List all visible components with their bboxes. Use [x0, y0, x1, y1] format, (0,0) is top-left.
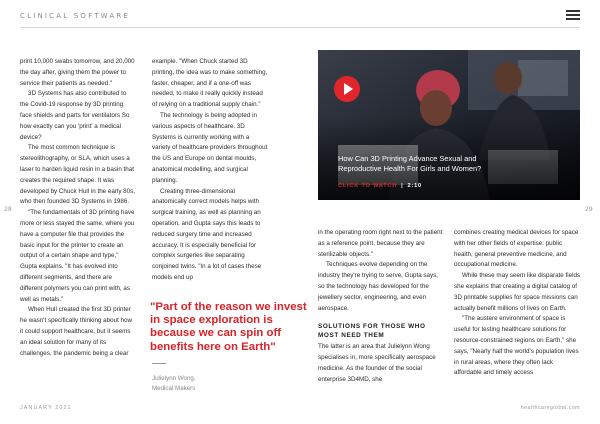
paragraph: combines creating medical devices for space with her other fields of expertise: public health, general preventive medicine, and occupational medicine.	[454, 229, 579, 269]
header-divider	[20, 27, 580, 28]
watch-row	[338, 183, 422, 189]
article-column-2	[152, 57, 269, 284]
paragraph: The most common technique is stereolithography, or SLA, which uses a laser to harden liquid resin in a basin that creates the required shape. It was developed by Chuck Hull in the early 80s, who then founded 3D Systems in 1986.	[20, 144, 135, 206]
quote-author: Julielynn Wong,	[152, 375, 196, 382]
quote-divider	[152, 363, 166, 364]
click-to-watch-link[interactable]: CLICK TO WATCH	[338, 183, 398, 189]
paragraph: When Hull created the first 3D printer he wasn't specifically thinking about how it could support healthcare, but it seems an ideal solution for many of its challenges, the pandemic being a clear	[20, 306, 133, 357]
footer-website[interactable]: healthcareglobal.com	[520, 405, 580, 411]
article-column-1	[20, 57, 135, 359]
video-duration: 2:10	[407, 183, 422, 189]
video-title[interactable]: How Can 3D Printing Advance Sexual and Reproductive Health For Girls and Women?	[338, 154, 482, 174]
footer-date: JANUARY 2021	[20, 405, 72, 411]
section-title: CLINICAL SOFTWARE	[20, 12, 131, 20]
paragraph: The latter is an area that Julielynn Wong specialises in, more specifically aerospace medicine. As the founder of the social enterprise 3D4MD, she	[318, 343, 436, 383]
page-number-left: 28	[4, 206, 12, 213]
quote-organisation: Medical Makers	[152, 385, 196, 392]
article-column-3	[318, 228, 443, 386]
paragraph: 3D Systems has also contributed to the Covid-19 response by 3D printing face shields and parts for ventilators So how exactly can you 'print' a medical device?	[20, 90, 130, 141]
paragraph: Techniques evolve depending on the industry they're trying to serve, Gupta says, so the technology has developed for the jewellery sector, engineering, and even aerospace.	[318, 261, 438, 312]
subheading: SOLUTIONS FOR THOSE WHO MOST NEED THEM	[318, 323, 426, 340]
paragraph: "The austere environment of space is useful for testing healthcare solutions for resource-constrained regions on Earth," she says, "Nearly half the world's population lives in rural areas, where they often lack affordable and timely access	[454, 315, 579, 377]
pull-quote: "Part of the reason we invest in space exploration is because we can spin off benefits here on Earth"	[150, 301, 307, 353]
paragraph: in the operating room right next to the patient as a reference point, because they are sterilizable objects."	[318, 229, 443, 258]
video-thumbnail[interactable]	[318, 50, 580, 200]
paragraph: While these may seem like disparate fields she explains that creating a digital catalog of 3D printable supplies for space missions can actually benefit millions of lives on Earth.	[454, 272, 581, 312]
paragraph: "The fundamentals of 3D printing have more or less stayed the same, where you have a computer file that provides the basic input for the printer to create an output of a certain shape and type," Gupta explains. "It has evolved into different segments, and there are different polymers you can print with, as well as metals."	[20, 209, 135, 303]
article-column-4	[454, 228, 582, 379]
paragraph: Creating three-dimensional anatomically correct models helps with surgical training, as well as planning an operation, and Gupta says this leads to reduced surgery time and increased accuracy. It is especially beneficial for complex surgeries like separating conjoined twins. "In a lot of cases these models end up	[152, 187, 262, 281]
watch-separator: |	[401, 183, 404, 189]
quote-attribution	[152, 374, 272, 394]
play-icon[interactable]	[334, 76, 360, 102]
paragraph: example. "When Chuck started 3D printing, the idea was to make something, faster, cheaper, and if a one-off was needed, to make it really quickly instead of relying on a traditional supply chain."	[152, 58, 268, 109]
hamburger-icon[interactable]	[566, 9, 580, 21]
paragraph: The technology is being adopted in various aspects of healthcare. 3D Systems is currently working with a variety of healthcare providers throughout the US and Europe on dental moulds, anatomical modelling, and surgical planning.	[152, 111, 268, 184]
video-still-image	[318, 50, 580, 200]
paragraph: print 10,000 swabs tomorrow, and 20,000 the day after, giving them the power to service their patients as needed."	[20, 58, 135, 87]
page-number-right: 29	[585, 206, 593, 213]
